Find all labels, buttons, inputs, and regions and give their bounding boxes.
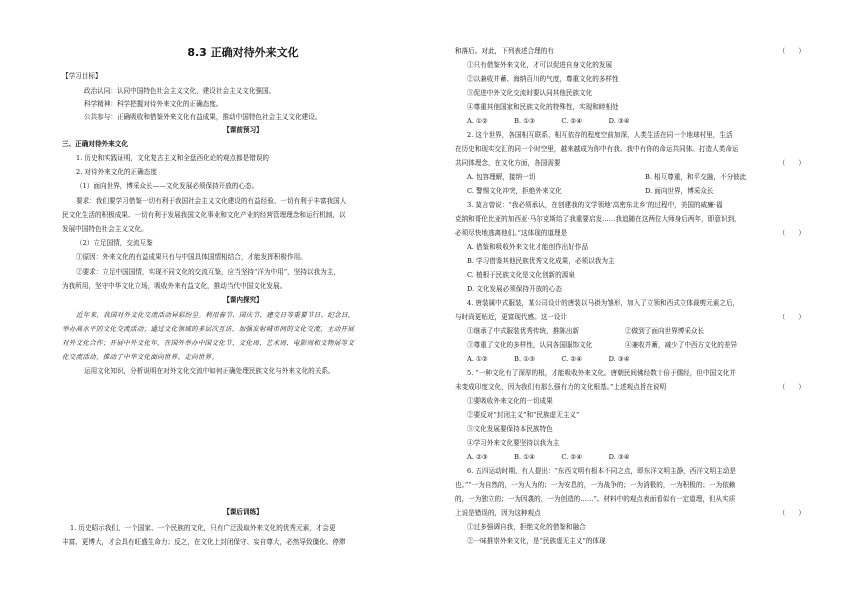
right-text-line: ④尊重其他国家和民族文化的特殊性，实现和睦相处 — [467, 103, 619, 111]
right-text-line: B. 学习借鉴其他民族优秀文化成果，必须以我为主 — [467, 257, 615, 265]
right-text-line: 克纳和哥伦比亚的加西亚·马尔克斯给了我重要启发……我追随在这两位大师身后两年，即意识到， — [455, 215, 741, 223]
right-text-line: A. 借鉴和吸收外来文化才能创作出好作品 — [467, 243, 589, 251]
answer-blank: （ ） — [778, 159, 805, 167]
left-text-line: 要求：我们要学习借鉴一切有利于我国社会主义文化建设的有益经验、一切有利于丰富我国人 — [76, 197, 347, 205]
right-text-line: A. ②③ B. ①④ C. ②④ D. ③④ — [467, 453, 630, 461]
right-text-line: 在历史和现实交汇的同一个时空里，越来越成为你中有我、我中有你的命运共同体。打造人类命运 — [455, 145, 739, 153]
right-text-line: 未变成印度文化，因为我们有那么强有力的文化根基。”上述观点旨在说明 — [455, 383, 667, 391]
left-text-line: 丰富、更博大，才会具有旺盛生命力；反之，在文化上封闭保守、妄自尊大，必然导致僵化、停滞 — [62, 538, 346, 546]
left-text-line: 化交流活动，推动了中华文化面向世界、走向世界。 — [62, 353, 219, 361]
right-text-line: 与时尚更贴近，更富现代感。这一设计 — [455, 313, 568, 321]
right-text-line: 和落后。对此，下列表述合理的有 — [455, 47, 554, 55]
left-text-line: 三、正确对待外来文化 — [62, 140, 128, 148]
left-text-line: 【课后训练】 — [223, 508, 263, 516]
left-text-line: 发展中国特色社会主义文化。 — [62, 225, 148, 233]
left-text-line: 运用文化知识，分析说明在对外文化交流中如何正确处理民族文化与外来文化的关系。 — [84, 367, 335, 375]
right-text-line: 共同体理念，在文化方面，各国需要 — [455, 159, 561, 167]
right-text-line: ①只有借鉴外来文化，才可以促进自身文化的发展 — [467, 61, 613, 69]
right-text-line: 上说是错误的，因为这种观点 — [455, 509, 541, 517]
right-text-line: ①要吸收外来文化的一切成果 — [467, 397, 553, 405]
right-text-line: C. 警惕文化冲突，拒绝外来文化 — [467, 187, 562, 195]
right-text-line: ①继承了中式服装优秀传统，推陈出新 — [467, 327, 580, 335]
right-text-line: D. 文化发展必须保持开放的心态 — [467, 285, 562, 293]
right-text-line: ②要反对“封闭主义”和“民族虚无主义” — [467, 411, 580, 419]
right-text-line: ③促进中外文化交流时要认同其他民族文化 — [467, 89, 593, 97]
right-text-line: ②做到了面向世界博采众长 — [625, 327, 705, 335]
right-text-line: C. 植根于民族文化是文化创新的源泉 — [467, 271, 575, 279]
right-text-line: D. 面向世界，博采众长 — [645, 187, 714, 195]
left-text-line: 政治认同：认同中国特色社会主义文化，建设社会主义文化强国。 — [84, 87, 276, 95]
right-text-line: 4. 唐装属中式服装，某公司设计的唐装以马褂为雏形，加入了立领和西式立体裁剪元素之后， — [467, 299, 740, 307]
left-text-line: ②要求：立足中国国情，实现不同文化的交流互鉴，应当坚持“洋为中用”，坚持以我为主， — [76, 268, 340, 276]
answer-blank: （ ） — [778, 383, 805, 391]
page-title: 8.3 正确对待外来文化 — [187, 46, 299, 59]
left-text-line: 公共参与：正确吸收和借鉴外来文化有益成果，推动中国特色社会主义文化建设。 — [84, 113, 322, 121]
right-text-line: A. 包容理解，接纳一切 — [467, 173, 536, 181]
answer-blank: （ ） — [778, 47, 805, 55]
left-text-line: 举办高水平的文化交流活动；通过文化领域的多层次互访，加强发射城市间的文化交流，主动开展 — [62, 325, 355, 333]
left-text-line: 【课内探究】 — [223, 296, 263, 304]
right-text-line: ④学习外来文化要坚持以我为主 — [467, 439, 560, 447]
answer-blank: （ ） — [778, 509, 805, 517]
right-text-line: B. 相互尊重，和平交融，不分彼此 — [645, 173, 747, 181]
right-text-line: ②以兼收并蓄、海纳百川的气度，尊重文化的多样性 — [467, 75, 619, 83]
right-text-line: 6. 五四运动时期，有人提出：“东西文明有根本不同之点，即东洋文明主静，西洋文明主动是 — [467, 467, 736, 475]
right-text-line: A. ①② B. ①③ C. ②④ D. ③④ — [467, 117, 630, 125]
right-text-line: ③尊重了文化的多样性，认同各国服饰文化 — [467, 341, 593, 349]
right-text-line: 的，一为独立的；一为因袭的，一为创造的……”。材料中的观点表面看似有一定道理，但从实质 — [455, 495, 736, 503]
left-text-line: ①原因：外来文化的有益成果只有与中国具体国情相结合，才能发挥积极作用。 — [76, 253, 307, 261]
left-text-line: 近年来，我国对外文化交流活动异彩纷呈。利用春节、国庆节、建交日等重要节日、纪念日， — [76, 311, 355, 319]
left-text-line: 1. 历史和实践证明，文化复古主义和全盘西化论的观点都是错误的 — [76, 154, 270, 162]
right-text-line: ④兼收并蓄，减少了中西方文化的差异 — [625, 341, 738, 349]
answer-blank: （ ） — [778, 229, 805, 237]
right-text-line: ①过多强调自我，拒绝文化的借鉴和融合 — [467, 523, 586, 531]
right-text-line: 3. 莫言曾说：“我必须承认，在创建我的文学领地‘高密东北乡’的过程中，美国的威廉·福 — [467, 201, 723, 209]
right-text-line: 必须尽快地逃离他们。”这体现的道理是 — [455, 229, 568, 237]
left-text-line: （2）立足国情，交流互鉴 — [76, 239, 153, 247]
left-text-line: 为我所用，坚守中华文化立场，吸收外来有益文化，推动当代中国文化发展。 — [62, 282, 287, 290]
right-text-line: 也。”“一为自然的，一为人为的；一为安息的，一为战争的；一为消极的，一为积极的；一为依赖 — [455, 481, 736, 489]
left-text-line: （1）面向世界，博采众长——文化发展必须保持开放的心态。 — [76, 182, 259, 190]
right-text-line: 2. 这个世界，各国相互联系、相互依存的程度空前加深，人类生活在同一个地球村里，生活 — [467, 131, 733, 139]
left-text-line: 民文化生活的积极成果、一切有利于发展我国文化事业和文化产业的经营管理理念和运行机制，以 — [62, 211, 346, 219]
right-text-line: A. ①② B. ①③ C. ②④ D. ③④ — [467, 355, 630, 363]
right-text-line: ②一味推崇外来文化，是“民族虚无主义”的体现 — [467, 537, 606, 545]
left-text-line: 【学习目标】 — [62, 72, 102, 80]
left-text-line: 2. 对待外来文化的正确态度 — [76, 168, 157, 176]
left-text-line: 科学精神：科学把握对待外来文化的正确态度。 — [84, 100, 223, 108]
right-text-line: 5. “一种文化有了深厚的根，才能吸收外来文化。唐朝民间佛经数十倍于儒经，但中国文化并 — [467, 369, 736, 377]
left-text-line: 1. 历史昭示我们，一个国家、一个民族的文化，只有广泛汲取外来文化的优秀元素，才会更 — [70, 524, 336, 532]
right-text-line: ③文化发展要保持本民族特色 — [467, 425, 553, 433]
answer-blank: （ ） — [778, 313, 805, 321]
left-text-line: 对外文化合作；开展中外文化年，在国外举办中国文化节、文化周、艺术周、电影周和文物展等文 — [62, 339, 355, 347]
left-text-line: 【课前预习】 — [223, 126, 263, 134]
